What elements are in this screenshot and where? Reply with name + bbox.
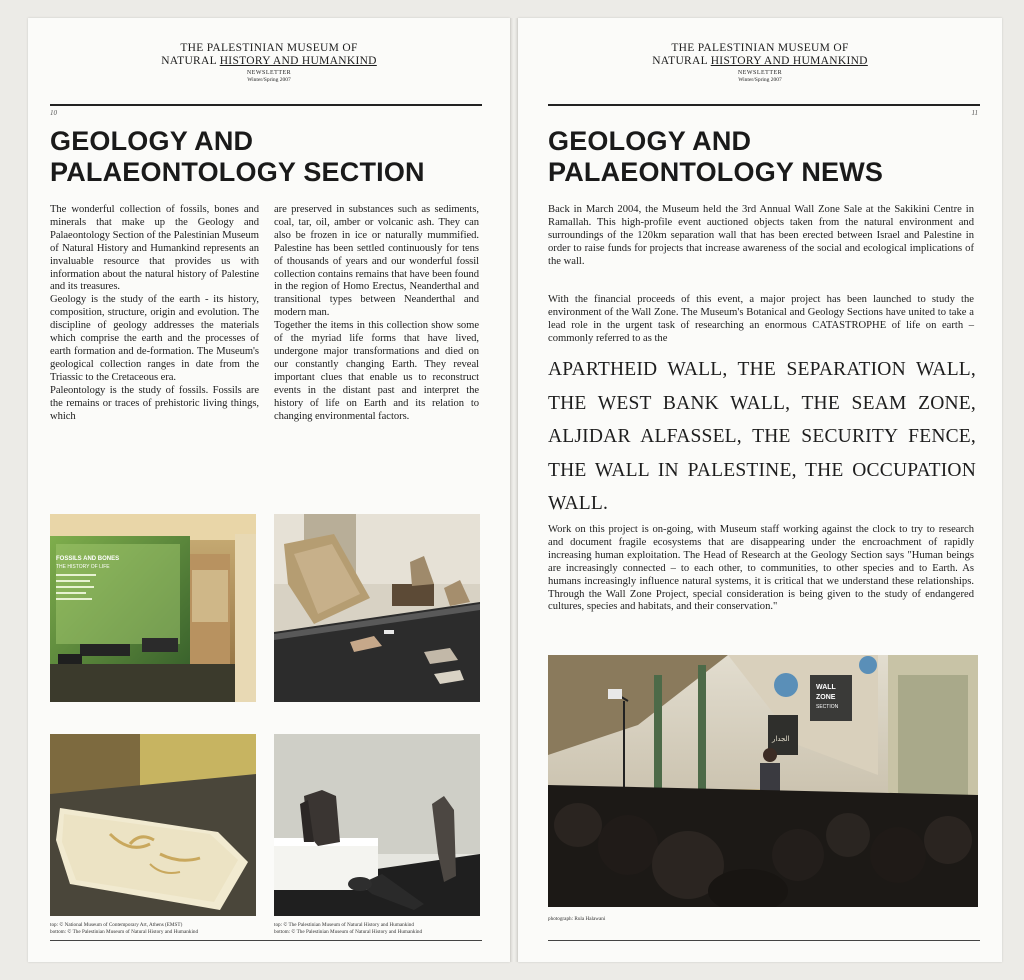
- title-line2: PALAEONTOLOGY SECTION: [50, 157, 425, 187]
- paragraph: The wonderful collection of fossils, bones and minerals that make up the Geology and Palaeontology Section of the Palestinian Museum of Natural History and Humankind represents an invaluable resource that provides us with information about the natural history of Palestine and its treasures.: [50, 204, 259, 293]
- right-page: [518, 18, 1002, 962]
- banner-line3: SECTION: [816, 704, 839, 710]
- caption-line: top: © National Museum of Contemporary Art, Athens (EMST): [50, 922, 183, 928]
- title-line2: PALAEONTOLOGY NEWS: [548, 157, 884, 187]
- title-line1: GEOLOGY AND: [50, 126, 254, 156]
- masthead-line2-pre: NATURAL: [161, 55, 220, 67]
- photo-fossil-slab: [50, 734, 256, 916]
- masthead-line2: [518, 55, 1002, 68]
- masthead-line2-pre: NATURAL: [652, 55, 711, 67]
- masthead-issue: Winter/Spring 2007: [247, 77, 291, 83]
- paragraph: Work on this project is on-going, with Museum staff working against the clock to try to research and document fragile ecosystems that are disappearing under the encroachment of rapidly increasing human exploitation. The Head of Research at the Geology Section says "Human beings are increasingly connected – to each other, to communities, to other species and to Earth. As humans increasingly influence natural systems, it is critical that we understand these relationships. Through the Wall Zone Project, special consideration is being given to the study of endangered cultures, species and habitats, and their conservation.": [548, 524, 974, 613]
- wall-names-pullquote: APARTHEID WALL, THE SEPARATION WALL, THE WEST BANK WALL, THE SEAM ZONE, ALJIDAR ALFASSEL, THE SECURITY FENCE, THE WALL IN PALESTINE, THE OCCUPATION WALL.: [548, 359, 976, 514]
- masthead-line1: THE PALESTINIAN MUSEUM OF: [671, 42, 849, 54]
- banner-line2: ZONE: [816, 694, 836, 701]
- masthead-line2-underlined: HISTORY AND HUMANKIND: [219, 55, 377, 67]
- caption-right: [274, 922, 484, 935]
- paragraph: Back in March 2004, the Museum held the 3rd Annual Wall Zone Sale at the Sakikini Centre in Ramallah. This high-profile event auctioned objects taken from the natural environment and surroundings of the 120km separation wall that has been erected between Israel and Palestine in order to raise funds for projects that increase awareness of the social and ecological implications of the wall.: [548, 204, 974, 267]
- footer-rule: [50, 940, 482, 941]
- exhibit-sign-line2: THE HISTORY OF LIFE: [56, 564, 110, 570]
- project-paragraph: [548, 294, 974, 346]
- exhibit-sign-line1: FOSSILS AND BONES: [56, 556, 120, 562]
- left-column-2: [274, 204, 479, 423]
- footer-rule: [548, 940, 980, 941]
- paragraph: are preserved in substances such as sediments, coal, tar, oil, amber or volcanic ash. They can also be frozen in ice or naturally mummified. Palestine has been settled continuously for tens of thousands of years and our wonderful fossil collection contains remains that have been found in the region of Homo Erectus, Neanderthal and transitional types between Neanderthal and modern man.: [274, 204, 479, 319]
- header-rule: [548, 104, 980, 106]
- masthead-line1: THE PALESTINIAN MUSEUM OF: [180, 42, 358, 54]
- page-title: [50, 126, 425, 188]
- caption-left: [50, 922, 260, 935]
- masthead-newsletter: NEWSLETTER: [737, 70, 783, 76]
- left-column-1: [50, 204, 259, 423]
- masthead-newsletter: NEWSLETTER: [246, 70, 292, 76]
- page-number: 11: [971, 109, 978, 117]
- paragraph: Together the items in this collection show some of the myriad life forms that have lived, undergone major transformations and died on our constantly changing Earth. They reveal important clues that enable us to reconstruct events in the distant past and interpret the history of life on Earth and its relation to changing environmental factors.: [274, 320, 479, 422]
- masthead-line2-underlined: HISTORY AND HUMANKIND: [710, 55, 868, 67]
- title-line1: GEOLOGY AND: [548, 126, 752, 156]
- intro-paragraph: [548, 204, 974, 269]
- masthead: [28, 42, 510, 84]
- photo-credit: photograph: Rula Halawani: [548, 916, 606, 922]
- page-gutter: [510, 18, 518, 962]
- photo-rock-specimens: [274, 514, 480, 702]
- photo-museum-display-case: [50, 514, 256, 702]
- header-rule: [50, 104, 482, 106]
- photo-lecture-event: [548, 655, 978, 907]
- paragraph: Geology is the study of the earth - its history, composition, structure, origin and evolution. The discipline of geology addresses the materials which comprise the earth and the processes of earth formation and de-formation. The Museum's geological collection ranges in date from the Triassic to the Cretaceous era.: [50, 294, 259, 383]
- paragraph: Paleontology is the study of fossils. Fossils are the remains or traces of prehistoric living things, which: [50, 384, 259, 422]
- page-number: 10: [50, 109, 57, 117]
- masthead: [518, 42, 1002, 84]
- caption-line: bottom: © The Palestinian Museum of Natural History and Humankind: [50, 928, 199, 935]
- research-paragraph: [548, 524, 974, 614]
- masthead-line2: [28, 55, 510, 68]
- podium-sign: الجدار: [772, 735, 790, 743]
- caption-line: top: © The Palestinian Museum of Natural History and Humankind: [274, 922, 414, 928]
- paragraph: With the financial proceeds of this event, a major project has been launched to study the environment of the Wall Zone. The Museum's Botanical and Geology Sections have united to take a lead role in the urgent task of researching an enormous CATASTROPHE of life on earth –commonly referred to as the: [548, 294, 974, 344]
- page-title: [548, 126, 883, 188]
- banner-line1: WALL: [816, 684, 836, 691]
- left-page: [28, 18, 510, 962]
- caption-line: bottom: © The Palestinian Museum of Natural History and Humankind: [274, 928, 423, 935]
- photo-fossil-bones-exhibit: [274, 734, 480, 916]
- masthead-issue: Winter/Spring 2007: [738, 77, 782, 83]
